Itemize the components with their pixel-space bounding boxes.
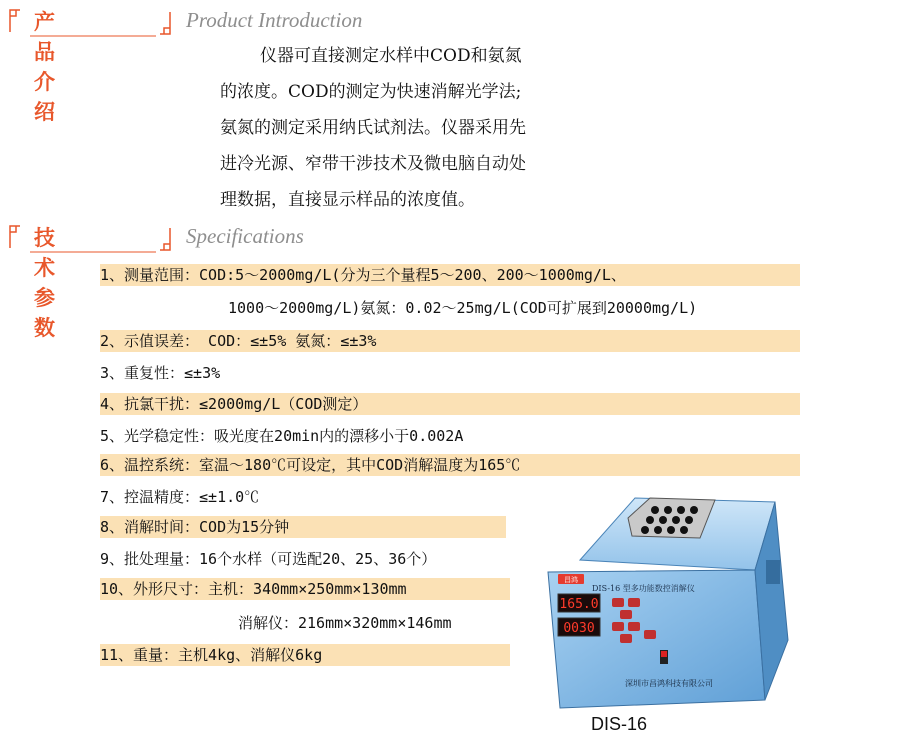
title-frame-icon	[6, 2, 174, 42]
spec-row: 1、测量范围：COD:5～2000mg/L(分为三个量程5～200、200～1000mg/L、	[100, 264, 800, 286]
spec-row: 9、批处理量：16个水样（可选配20、25、36个）	[100, 550, 437, 568]
spec-title-en: Specifications	[186, 224, 304, 248]
spec-row-continuation: 1000～2000mg/L)氨氮：0.02～25mg/L(COD可扩展到20000mg/L)	[228, 299, 698, 317]
spec-row: 5、光学稳定性：吸光度在20min内的漂移小于0.002A	[100, 427, 464, 445]
intro-line: 理数据，直接显示样品的浓度值。	[220, 190, 475, 210]
spec-row: 6、温控系统：室温～180℃可设定，其中COD消解温度为165℃	[100, 454, 800, 476]
spec-row: 8、消解时间：COD为15分钟	[100, 516, 506, 538]
intro-title-en: Product Introduction	[186, 8, 363, 32]
spec-row: 10、外形尺寸：主机：340mm×250mm×130mm	[100, 578, 510, 600]
intro-line: 氨氮的测定采用纳氏试剂法。仪器采用先	[220, 118, 526, 138]
digestion-device-image	[540, 490, 790, 718]
spec-title-zh: 技术参数	[34, 226, 56, 340]
intro-title-zh: 产品介绍	[34, 10, 56, 124]
spec-row: 4、抗氯干扰：≤2000mg/L（COD测定）	[100, 393, 800, 415]
panel-title: DIS-16 型多功能数控消解仪	[592, 584, 695, 593]
spec-row: 3、重复性：≤±3%	[100, 364, 221, 382]
manufacturer-label: 深圳市昌鸿科技有限公司	[625, 679, 713, 688]
brand-badge: 昌鸿	[564, 576, 578, 584]
temperature-display: 165.0	[559, 597, 599, 612]
spec-row: 11、重量：主机4kg、消解仪6kg	[100, 644, 510, 666]
intro-line: 仪器可直接测定水样中COD和氨氮	[260, 46, 522, 66]
time-display: 0030	[563, 621, 595, 636]
title-frame-icon	[6, 218, 174, 258]
intro-paragraph	[220, 38, 620, 218]
spec-row: 2、示值误差： COD：≤±5% 氨氮：≤±3%	[100, 330, 800, 352]
intro-line: 的浓度。COD的测定为快速消解光学法;	[220, 82, 522, 102]
intro-line: 进冷光源、窄带干涉技术及微电脑自动处	[220, 154, 526, 174]
spec-row: 7、控温精度：≤±1.0℃	[100, 488, 260, 506]
spec-row-continuation: 消解仪：216mm×320mm×146mm	[238, 614, 452, 632]
device-caption: DIS-16	[591, 714, 648, 734]
